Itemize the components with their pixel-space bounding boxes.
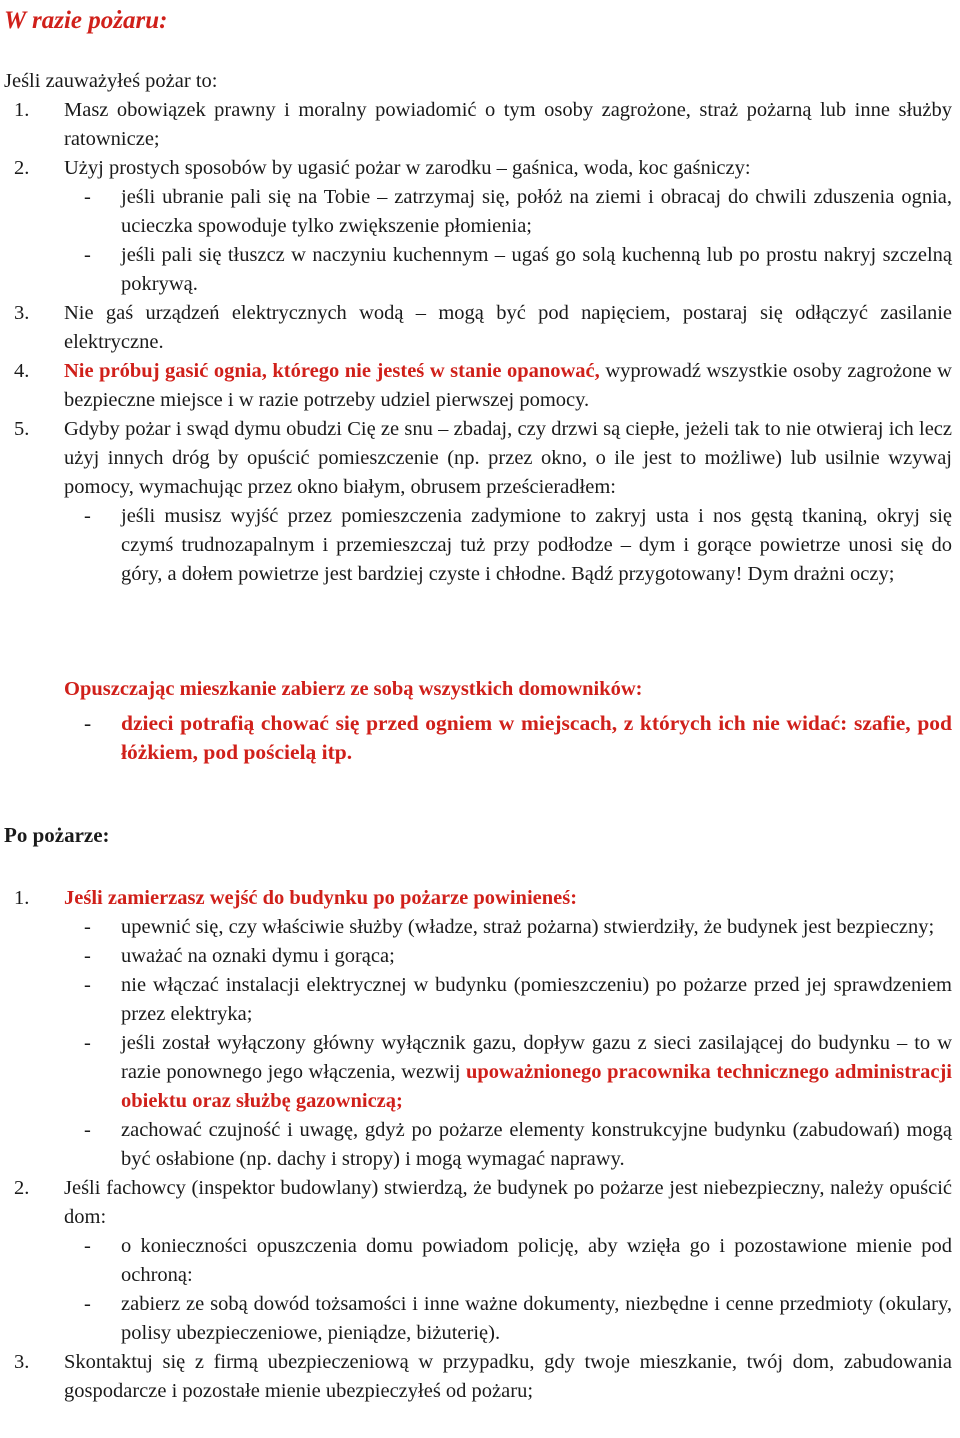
- after-fire-list: [0, 884, 960, 1406]
- list-item: [0, 1348, 960, 1406]
- dash-bullet: -: [84, 1293, 91, 1315]
- dash-bullet: -: [84, 244, 91, 266]
- dash-bullet: -: [84, 1032, 91, 1054]
- sub-item-text: zachować czujność i uwagę, gdyż po pożarze elementy konstrukcyjne budynku (zabudowań) mogą być osłabione (np. dachy i stropy) i mogą wymagać naprawy.: [121, 1119, 952, 1170]
- list-item: [0, 415, 960, 502]
- sub-item: [0, 1116, 960, 1174]
- sub-item: [0, 183, 960, 241]
- item-number: 1.: [14, 887, 30, 909]
- sub-item: [0, 1290, 960, 1348]
- sub-item: [0, 241, 960, 299]
- sub-item: [0, 1029, 960, 1116]
- item-text: Jeśli fachowcy (inspektor budowlany) stwierdzą, że budynek po pożarze jest niebezpieczny, należy opuścić dom:: [64, 1177, 952, 1228]
- sub-item-text: jeśli został wyłączony główny wyłącznik gazu, dopływ gazu z sieci zasilającej do budynku – to w razie ponownego jego włączenia, wezwij: [121, 1032, 952, 1083]
- sub-item: [0, 942, 960, 971]
- list-item: [0, 1174, 960, 1232]
- item-text: wyprowadź wszystkie osoby zagrożone w bezpieczne miejsce i w razie potrzeby udziel pierwszej pomocy.: [64, 360, 952, 411]
- item-text: Nie gaś urządzeń elektrycznych wodą – mogą być pod napięciem, postaraj się odłączyć zasilanie elektryczne.: [64, 302, 952, 353]
- sub-item-warning: upoważnionego pracownika technicznego administracji obiektu oraz służbę gazowniczą;: [121, 1061, 952, 1112]
- list-item: [0, 299, 960, 357]
- item-number: 4.: [14, 360, 30, 382]
- item-text: Gdyby pożar i swąd dymu obudzi Cię ze snu – zbadaj, czy drzwi są ciepłe, jeżeli tak to nie otwieraj ich lecz użyj innych dróg by opuścić pomieszczenie (np. przez okno, o ile jest to możliwe) lub usilnie wzywaj pomocy, wymachując przez okno białym, obrusem prześcieradłem:: [64, 418, 952, 498]
- sub-item-text: upewnić się, czy właściwie służby (władze, straż pożarna) stwierdziły, że budynek jest bezpieczny;: [121, 916, 935, 938]
- sub-item: [0, 1232, 960, 1290]
- sub-item-text: jeśli pali się tłuszcz w naczyniu kuchennym – ugaś go solą kuchenną lub po prostu nakryj szczelną pokrywą.: [121, 244, 952, 295]
- page-title: W razie pożaru:: [4, 7, 168, 34]
- intro-text: Jeśli zauważyłeś pożar to:: [4, 70, 218, 92]
- sub-item: [0, 971, 960, 1029]
- list-item: [0, 884, 960, 913]
- sub-item-text: jeśli musisz wyjść przez pomieszczenia zadymione to zakryj usta i nos gęstą tkaniną, okryj się czymś trudnozapalnym i przemieszczaj tuż przy podłodze – dym i gorące powietrze unosi się do góry, a dołem powietrze jest bardziej czyste i chłodne. Bądź przygotowany! Dym drażni oczy;: [121, 505, 952, 585]
- dash-bullet: -: [84, 1235, 91, 1257]
- warning-text: Nie próbuj gasić ognia, którego nie jesteś w stanie opanować,: [64, 360, 600, 382]
- dash-bullet: -: [84, 505, 91, 527]
- sub-item-text: dzieci potrafią chować się przed ogniem w miejscach, z których ich nie widać: szafie, pod łóżkiem, pod pościelą itp.: [121, 711, 952, 764]
- sub-item-text: uważać na oznaki dymu i gorąca;: [121, 945, 395, 967]
- item-number: 2.: [14, 1177, 30, 1199]
- fire-instructions-list: [0, 96, 960, 589]
- item-text: Jeśli zamierzasz wejść do budynku po pożarze powinieneś:: [64, 887, 578, 909]
- item-number: 3.: [14, 302, 30, 324]
- item-number: 2.: [14, 157, 30, 179]
- sub-item-text: jeśli ubranie pali się na Tobie – zatrzymaj się, połóż na ziemi i obracaj do chwili zduszenia ognia, ucieczka spowoduje tylko zwiększenie płomienia;: [121, 186, 952, 237]
- list-item: [0, 154, 960, 183]
- item-text: Skontaktuj się z firmą ubezpieczeniową w przypadku, gdy twoje mieszkanie, twój dom, zabudowania gospodarcze i pozostałe mienie ubezpieczyłeś od pożaru;: [64, 1351, 952, 1402]
- evacuate-heading: Opuszczając mieszkanie zabierz ze sobą wszystkich domowników:: [64, 678, 643, 700]
- sub-item: [0, 709, 960, 767]
- children-warning: [0, 709, 960, 767]
- item-text: Masz obowiązek prawny i moralny powiadomić o tym osoby zagrożone, straż pożarną lub inne służby ratownicze;: [64, 99, 952, 150]
- item-text: Użyj prostych sposobów by ugasić pożar w zarodku – gaśnica, woda, koc gaśniczy:: [64, 157, 751, 179]
- dash-bullet: -: [84, 711, 92, 735]
- item-number: 5.: [14, 418, 30, 440]
- dash-bullet: -: [84, 974, 91, 996]
- list-item: [0, 96, 960, 154]
- dash-bullet: -: [84, 186, 91, 208]
- list-item: [0, 357, 960, 415]
- dash-bullet: -: [84, 1119, 91, 1141]
- sub-item: [0, 913, 960, 942]
- sub-item-text: o konieczności opuszczenia domu powiadom policję, aby wzięła go i pozostawione mienie pod ochroną:: [121, 1235, 952, 1286]
- sub-item: [0, 502, 960, 589]
- item-number: 1.: [14, 99, 30, 121]
- item-number: 3.: [14, 1351, 30, 1373]
- dash-bullet: -: [84, 916, 91, 938]
- dash-bullet: -: [84, 945, 91, 967]
- section-title: Po pożarze:: [4, 823, 110, 847]
- sub-item-text: zabierz ze sobą dowód tożsamości i inne ważne dokumenty, niezbędne i cenne przedmioty (okulary, polisy ubezpieczeniowe, pieniądze, biżuterię).: [121, 1293, 952, 1344]
- sub-item-text: nie włączać instalacji elektrycznej w budynku (pomieszczeniu) po pożarze przed jej sprawdzeniem przez elektryka;: [121, 974, 952, 1025]
